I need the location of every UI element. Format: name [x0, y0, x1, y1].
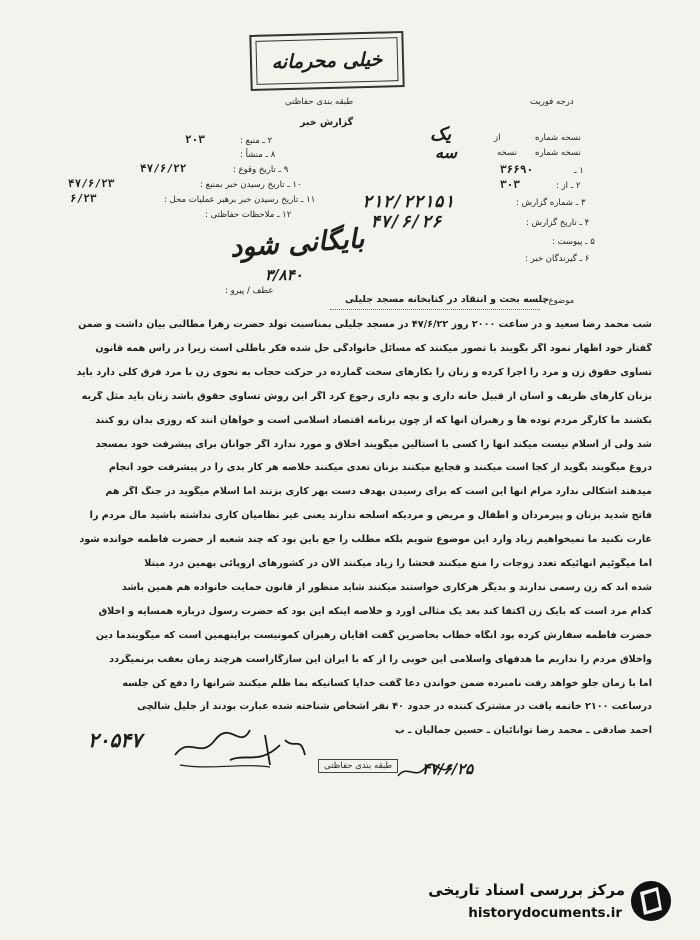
field-report-no-label: ۳ ـ شماره گزارش : [516, 198, 586, 208]
body-line: اما میگوئیم آنهائیکه تعدد زوجات را منع میکنند فحشا را زیاد میکنند الان در کشورهای اروپائی بهمین درد مبتلا [144, 558, 652, 569]
field-news-to-source-label: ۱۰ ـ تاریخ رسیدن خبر بمنبع : [200, 180, 302, 190]
body-line: واخلاق مردم را نداریم ما هدفهای واسلامی این خوبی را از که با ایران این سازگاراست هرچند زمان بعقب برنمیگردد [109, 653, 652, 665]
report-title: گزارش خبر [300, 117, 354, 128]
body-line: گفتار خود اظهار نمود اگر بگویند با تصور میکنند که مسائل خانوادگی حل شده فکر باطلی است زیرا در راس همه قانون [95, 342, 652, 354]
archive-logo-icon [628, 878, 674, 924]
body-line: احمد صادقی ـ محمد رضا توانائیان ـ حسین جمالیان ـ ب [395, 725, 652, 737]
copy-no-1-label: نسخه شماره [535, 133, 581, 143]
copy-no-1-value: یک [430, 124, 452, 145]
copy-no-2-value: سه [435, 143, 457, 162]
subject-text: جلسه بحث و انتقاد در کتابخانه مسجد جلیلی [345, 294, 550, 305]
field-source-value: ۲۰۳ [185, 133, 205, 146]
body-line: شد ولی از اسلام نیست میکند آنها را کسی با استالین میگویند اخلاق و مورد ندارد اگر جوانان برای پیشرفت خود بمسجد [95, 438, 652, 450]
copy-label: نسخه [497, 148, 517, 158]
subject-underline [330, 309, 540, 310]
footer-classification-label: طبقه بندی حفاظتی [318, 759, 398, 773]
copy-from-label: از [494, 133, 501, 143]
field-news-to-leader-label: ۱۱ ـ تاریخ رسیدن خبر برهبر عملیات محل : [164, 195, 316, 205]
field-1-value: ۳۶۶۹۰ [500, 163, 534, 176]
body-line: اما با زمان جلو خواهد رفت نامبرده ضمن خواندن دعا گفت خدایا کسانیکه بما ظلم میکنند شرآنها را دفع کن جلسه [122, 677, 652, 689]
copy-no-2-label: نسخه شماره [535, 148, 581, 158]
subject-label: موضوع : [543, 296, 575, 306]
body-line: دروغ میگویند بگوید از کجا است میکنند و فجایع میکنند بزنان تعدی میکنند خلاصه هر کار بدی را در پیشرفت خود انجام [108, 462, 652, 474]
attach-label: عطف / پیرو : [225, 286, 274, 296]
body-line: کدام مرد است که بایک زن اکتفا کند بعد یک مثالی آورد و خلاصه اینکه این بود که حضرت رسول درباره همسایه و اخلاق [98, 605, 652, 617]
field-event-date-value: ۴۷/۶/۲۲ [140, 162, 187, 175]
body-line: بکشند ما کارگر مردم توده ها و رهبران آنها که از چون برنامه اقتصاد اسلامی است و خواهان آنند که روزی بدان رو کنند [95, 414, 652, 426]
field-attachment-label: ۵ ـ پیوست : [552, 237, 595, 247]
body-line: تساوی حقوق زن و مرد را اجرا کرده و زنان را بکارهای سخت گمارده در حرکت حجاب به نحوی زن با مرد فرق کلی دارد باید [76, 366, 652, 378]
field-from-label: ۲ ـ از : [556, 181, 581, 191]
watermark-url: historydocuments.ir [468, 905, 622, 921]
body-line: فاتح شدید بزنان و پیرمردان و اطفال و مریض و مردیکه اسلحه ندارند یعنی غیر نظامیان کاری نداشته باشید مال مردم را [89, 510, 652, 522]
field-event-date-label: ۹ ـ تاریخ وقوع : [233, 165, 289, 175]
body-line: بزنان کارهای ظریف و آسان از قبیل خانه داری و بچه داری رجوع کرد اگر این روش تساوی حقوق باشد زنان باید مثل گربه [81, 390, 652, 402]
field-report-no-value: ۲۱۲/۲۲۱۵۱ [362, 192, 455, 212]
field-source-label: ۲ ـ منبع : [240, 136, 273, 146]
field-report-date-value: ۴۷/۶/۲۶ [370, 212, 442, 232]
archive-code: ۳/۸۴۰ [265, 266, 303, 284]
priority-label: درجه فوریت [530, 97, 574, 107]
field-1-label: ۱ ـ [574, 166, 584, 176]
body-line: حضرت فاطمه سفارش کرده بود آنگاه خطاب بحاضرین گفت آقایان رهبران کمونیست براینهمین است که میگویندما دین [95, 629, 652, 641]
field-origin-label: ۸ ـ منشأ : [240, 150, 276, 160]
stamp-text: خیلی محرمانه [255, 37, 398, 85]
field-news-to-leader-value: ۶/۲۳ [70, 192, 97, 205]
signature-number: ۲۰۵۴۷ [88, 728, 142, 752]
field-recipients-label: ۶ ـ گیرندگان خبر : [525, 254, 590, 264]
archive-note: بایگانی شود [229, 223, 366, 264]
body-line: درساعت ۲۱۰۰ خاتمه یافت در مشترک کننده در حدود ۴۰ نفر اشخاص شناخته شده عبارت بودند از جلیل شالچی [137, 701, 652, 713]
field-from-value: ۳۰۳ [500, 178, 520, 191]
field-security-notes-label: ۱۲ ـ ملاحظات حفاظتی : [205, 210, 292, 220]
body-line: شده اند که زن رسمی ندارند و بدیگر هرکاری خواستند میکنند شاید منظور از قانون حمایت خانواده هم همین باشد [121, 581, 652, 593]
signature-date: ۴۷/۶/۲۵ [422, 760, 474, 778]
signature-scribble-1 [170, 715, 310, 775]
body-line: غارت نکنید ما نمیخواهیم زیاد وارد این موضوع شویم بلکه مطلب را جع باین بود که چند شعبه از حضرت فاطمه خوانده شود [79, 534, 652, 546]
body-line: میدهند اشکالی ندارد مرام آنها این است که برای رسیدن بهدف دست بهر کاری بزنند اما اسلام میگوید در جنگ اگر هم [105, 486, 652, 498]
watermark-title: مرکز بررسی اسناد تاریخی [428, 881, 625, 899]
field-news-to-source-value: ۴۷/۶/۲۳ [68, 177, 115, 190]
field-report-date-label: ۴ ـ تاریخ گزارش : [526, 218, 590, 228]
classification-label: طبقه بندی حفاظتی [285, 97, 354, 107]
confidential-stamp [249, 31, 404, 91]
body-line: شب محمد رضا سعید و در ساعت ۲۰۰۰ روز ۴۷/۶/۲۲ در مسجد جلیلی بمناسبت تولد حضرت زهرا مطالبی بیان داشت و ضمن [78, 319, 652, 330]
